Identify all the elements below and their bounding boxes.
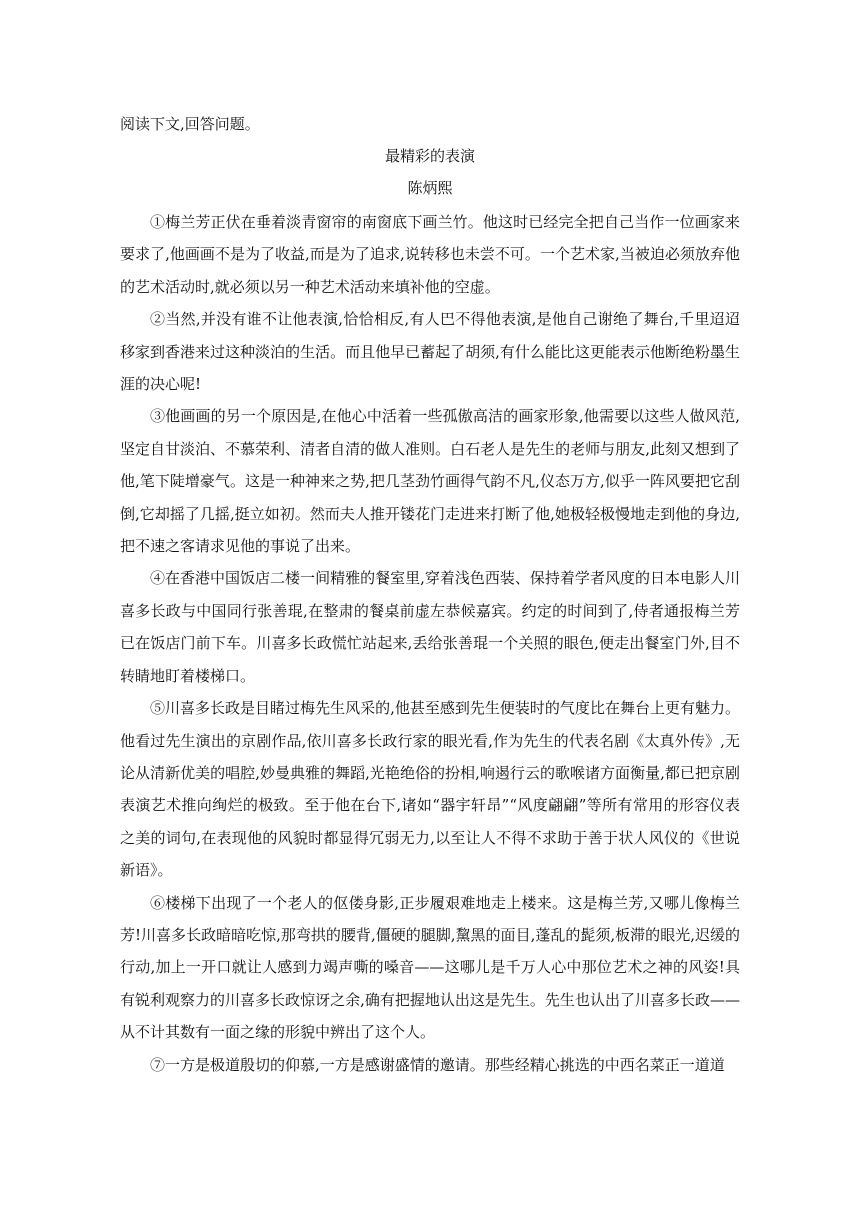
paragraph-5: ⑤川喜多长政是目睹过梅先生风采的,他甚至感到先生便装时的气度比在舞台上更有魅力。他看过先生演出的京剧作品,依川喜多长政行家的眼光看,作为先生的代表名剧《太真外传》,无论从清新优美的唱腔,妙曼典雅的舞蹈,光艳绝俗的扮相,响遏行云的歌喉诸方面衡量,都已把京剧表演艺术推向绚烂的极致。至于他在台下,诸如“器宇轩昂”“风度翩翩”等所有常用的形容仪表之美的词句,在表现他的风貌时都显得冗弱无力,以至让人不得不求助于善于状人风仪的《世说新语》。 [120, 699, 740, 880]
reading-instruction: 阅读下文,回答问题。 [120, 115, 260, 133]
article-body [120, 206, 740, 1081]
paragraph-4: ④在香港中国饭店二楼一间精雅的餐室里,穿着浅色西装、保持着学者风度的日本电影人川喜多长政与中国同行张善琨,在整肃的餐桌前虚左恭候嘉宾。约定的时间到了,侍者通报梅兰芳已在饭店门前下车。川喜多长政慌忙站起来,丢给张善琨一个关照的眼色,便走出餐室门外,目不转睛地盯着楼梯口。 [120, 569, 740, 685]
article-author: 陈炳熙 [407, 179, 453, 197]
paragraph-1: ①梅兰芳正伏在垂着淡青窗帘的南窗底下画兰竹。他这时已经完全把自己当作一位画家来要求了,他画画不是为了收益,而是为了追求,说转移也未尝不可。一个艺术家,当被迫必须放弃他的艺术活动时,就必须以另一种艺术活动来填补他的空虚。 [120, 213, 740, 296]
paragraph-6: ⑥楼梯下出现了一个老人的伛偻身影,正步履艰难地走上楼来。这是梅兰芳,又哪儿像梅兰芳!川喜多长政暗暗吃惊,那弯拱的腰背,僵硬的腿脚,黧黑的面目,蓬乱的髭须,板滞的眼光,迟缓的行动,加上一开口就让人感到力竭声嘶的嗓音——这哪儿是千万人心中那位艺术之神的风姿!具有锐利观察力的川喜多长政惊讶之余,确有把握地认出这是先生。先生也认出了川喜多长政——从不计其数有一面之缘的形貌中辨出了这个人。 [120, 893, 740, 1042]
paragraph-7: ⑦一方是极道殷切的仰慕,一方是感谢盛情的邀请。那些经精心挑选的中西名菜正一道道 [150, 1055, 725, 1074]
article-title: 最精彩的表演 [384, 147, 475, 165]
paragraph-3: ③他画画的另一个原因是,在他心中活着一些孤傲高洁的画家形象,他需要以这些人做风范,坚定自甘淡泊、不慕荣利、清者自清的做人准则。白石老人是先生的老师与朋友,此刻又想到了他,笔下陡增豪气。这是一种神来之势,把几茎劲竹画得气韵不凡,仪态万方,似乎一阵风要把它刮倒,它却摇了几摇,挺立如初。然而夫人推开镂花门走进来打断了他,她极轻极慢地走到他的身边,把不速之客请求见他的事说了出来。 [120, 407, 740, 556]
paragraph-2: ②当然,并没有谁不让他表演,恰恰相反,有人巴不得他表演,是他自己谢绝了舞台,千里迢迢移家到香港来过这种淡泊的生活。而且他早已蓄起了胡须,有什么能比这更能表示他断绝粉墨生涯的决心呢! [120, 310, 740, 394]
